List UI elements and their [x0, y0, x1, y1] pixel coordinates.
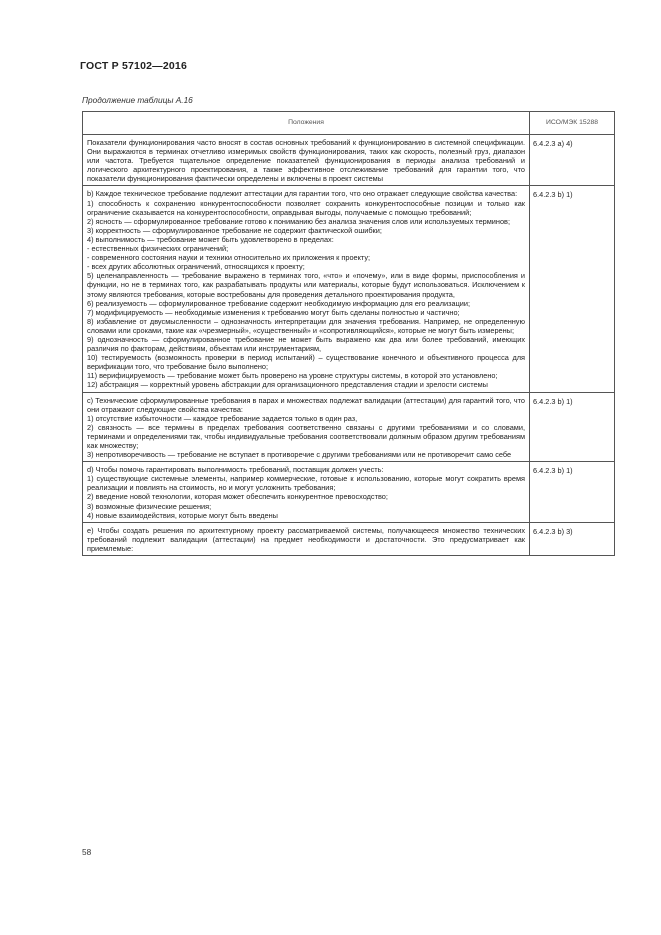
standard-reference: 6.4.2.3 b) 1) — [530, 392, 615, 462]
column-header-provisions: Положения — [83, 112, 530, 135]
table-row — [83, 135, 615, 186]
provision-text: 1) способность к сохранению конкурентоспособности позволяет сохранить конкурентоспособные позиции и только как ограничение сказывается на конкурентоспособности, оправдывая выгоды, получаемые с помощью требований; — [87, 198, 525, 217]
provision-text: - естественных физических ограничений; — [87, 244, 229, 254]
provision-text: 12) абстракция — корректный уровень абстракции для организационного представления стадии и зрелости системы — [87, 380, 488, 390]
standard-reference: 6.4.2.3 a) 4) — [530, 135, 615, 186]
standard-reference: 6.4.2.3 b) 3) — [530, 522, 615, 555]
provision-text: - современного состояния науки и техники относительно их приложения к проекту; — [87, 253, 371, 263]
provision-text: 9) однозначность — сформулированное требование не может быть выражено как два или более требований, имеющих различия по факторам, действиям, объектам или инструментариям, — [87, 334, 525, 354]
provision-text: 10) тестируемость (возможность проверки в период испытаний) – существование конечного и объективного процесса для верификации того, что требование было выполнено; — [87, 353, 525, 372]
document-id: ГОСТ Р 57102—2016 — [80, 60, 188, 72]
provision-text: 4) новые взаимодействия, которые могут быть введены — [87, 510, 278, 520]
provision-text: 2) связность — все термины в пределах требования соответственно связаны с другими требованиями и со словами, терминами и определениями так, чтобы индивидуальные требования соответствовали должным образом другим требованиям как множеству; — [87, 422, 525, 450]
provision-text: d) Чтобы помочь гарантировать выполнимость требований, поставщик должен учесть: — [87, 465, 384, 475]
provisions-table — [82, 111, 615, 556]
provision-cell — [83, 392, 530, 462]
provision-text: 3) корректность — сформулированное требование не содержит фактической ошибки; — [87, 225, 382, 235]
provision-cell — [83, 462, 530, 523]
table-row — [83, 392, 615, 462]
provision-text: b) Каждое техническое требование подлежит аттестации для гарантии того, что оно отражает следующие свойства качества: — [87, 189, 518, 199]
page-number: 58 — [82, 847, 92, 857]
provision-text: e) Чтобы создать решения по архитектурному проекту рассматриваемой системы, получающееся множество технических требований подлежит валидации (аттестации) на предмет необходимости и достаточности. Это предусматривает как приемлемые: — [87, 525, 525, 553]
provision-text: 2) введение новой технологии, которая может обеспечить конкурентное превосходство; — [87, 492, 388, 502]
provision-text: - всех других абсолютных ограничений, относящихся к проекту; — [87, 262, 305, 272]
provision-text: 3) возможные физические решения; — [87, 501, 212, 511]
provision-text: 8) избавление от двусмысленности – однозначность интерпретации для значения требования. Например, не определенную словами или сроками, такие как «чрезмерный», «существенный» и «сопротивляющийся», которые не могут быть измерены; — [87, 316, 525, 335]
provision-text: 3) непротиворечивость — требование не вступает в противоречие с другими требованиями или не противоречит само себе — [87, 450, 512, 460]
provision-text: 11) верифицируемость — требование может быть проверено на уровне структуры системы, в которой это установлено; — [87, 371, 498, 381]
table-row — [83, 462, 615, 523]
provision-text: 1) отсутствие избыточности — каждое требование задается только в один раз, — [87, 413, 358, 423]
provision-text: 4) выполнимость — требование может быть удовлетворено в пределах: — [87, 234, 334, 244]
column-header-standard: ИСО/МЭК 15288 — [530, 112, 615, 135]
table-header-row — [83, 112, 615, 135]
provision-cell — [83, 522, 530, 555]
provision-text: 5) целенаправленность — требование выражено в терминах того, «что» и «почему», или в виде формы, приспособления и функции, но не в терминах того, как разрабатывать продукты или материалы, которые будут использоваться. Исключением к этому являются требования, которые востребованы для проведения детального проектирования продукта, — [87, 271, 525, 299]
provision-cell — [83, 135, 530, 186]
provision-text: 6) реализуемость — сформулированное требование содержит необходимую информацию для его реализации; — [87, 298, 471, 308]
table-caption: Продолжение таблицы А.16 — [82, 95, 193, 105]
provision-text: c) Технические сформулированные требования в парах и множествах подлежат валидации (аттестации) для гарантий того, что они отражают следующие свойства качества: — [87, 395, 525, 414]
table-row — [83, 186, 615, 392]
standard-reference: 6.4.2.3 b) 1) — [530, 462, 615, 523]
provision-cell — [83, 186, 530, 392]
provision-text: 1) существующие системные элементы, например коммерческие, готовые к использованию, которые могут сократить время реализации и повлиять на стоимость, но и могут усложнить требования; — [87, 474, 525, 493]
provision-text: Показатели функционирования часто вносят в состав основных требований к функционированию в системной спецификации. Они выражаются в терминах отчетливо измеримых свойств функционирования, таких как скорость, полезный груз, диапазон или частота. Требуется тщательное определение показателей функционирования в периоды анализа требований и логического архитектурного проектирования, а также эффективное отслеживание требований для гарантии того, что показатели функционирования фактически определены и включены в проект системы — [87, 138, 525, 184]
provision-text: 7) модифицируемость — необходимые изменения к требованию могут быть сделаны полностью и частично; — [87, 307, 460, 317]
table-row — [83, 522, 615, 555]
provision-text: 2) ясность — сформулированное требование готово к пониманию без анализа значения слов или используемых терминов; — [87, 216, 510, 226]
standard-reference: 6.4.2.3 b) 1) — [530, 186, 615, 392]
